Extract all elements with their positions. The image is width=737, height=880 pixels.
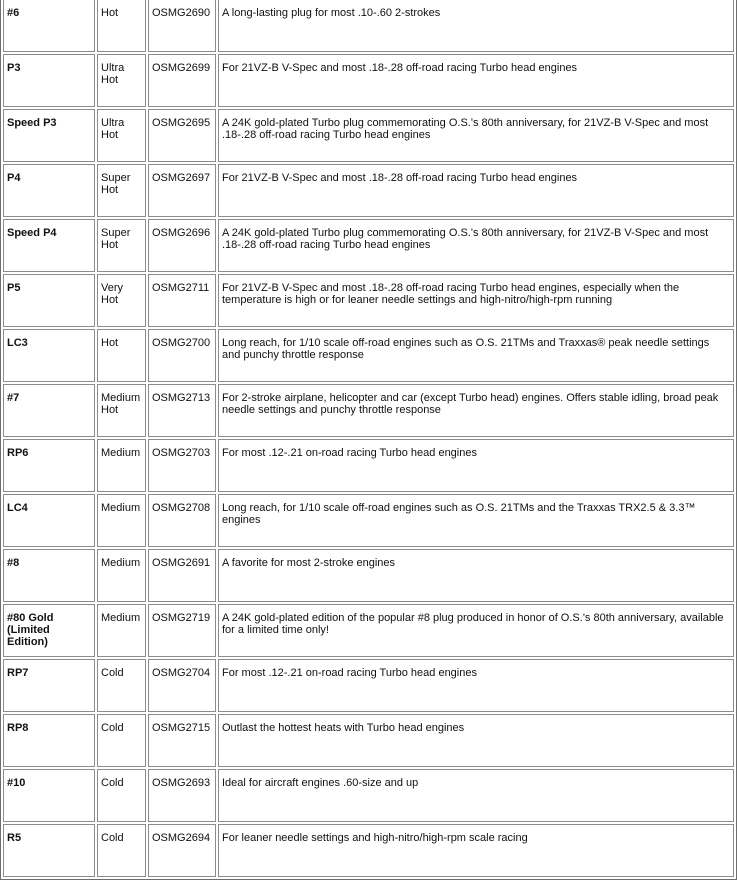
part-number-cell: OSMG2695 <box>148 109 216 162</box>
plug-name-cell: R5 <box>3 824 95 877</box>
heat-range-cell: Medium <box>97 604 146 657</box>
description-cell: For 21VZ-B V-Spec and most .18-.28 off-road racing Turbo head engines <box>218 54 734 107</box>
table-row <box>3 54 734 107</box>
table-row <box>3 274 734 327</box>
plug-name-cell: LC3 <box>3 329 95 382</box>
plug-name-cell: RP6 <box>3 439 95 492</box>
heat-range-cell: Hot <box>97 329 146 382</box>
plug-name-cell: #10 <box>3 769 95 822</box>
part-number-cell: OSMG2694 <box>148 824 216 877</box>
heat-range-cell: Super Hot <box>97 219 146 272</box>
part-number-cell: OSMG2715 <box>148 714 216 767</box>
heat-range-cell: Cold <box>97 769 146 822</box>
description-cell: Long reach, for 1/10 scale off-road engines such as O.S. 21TMs and the Traxxas TRX2.5 & 3.3™ engines <box>218 494 734 547</box>
plug-name-cell: Speed P3 <box>3 109 95 162</box>
description-cell: For 21VZ-B V-Spec and most .18-.28 off-road racing Turbo head engines, especially when the temperature is high or for leaner needle settings and high-nitro/high-rpm running <box>218 274 734 327</box>
table-row <box>3 604 734 657</box>
part-number-cell: OSMG2700 <box>148 329 216 382</box>
description-cell: A 24K gold-plated edition of the popular #8 plug produced in honor of O.S.'s 80th anniversary, available for a limited time only! <box>218 604 734 657</box>
description-cell: For most .12-.21 on-road racing Turbo head engines <box>218 439 734 492</box>
heat-range-cell: Very Hot <box>97 274 146 327</box>
table-row <box>3 714 734 767</box>
plug-name-cell: Speed P4 <box>3 219 95 272</box>
description-cell: For most .12-.21 on-road racing Turbo head engines <box>218 659 734 712</box>
plug-name-cell: #6 <box>3 0 95 52</box>
heat-range-cell: Medium <box>97 494 146 547</box>
heat-range-cell: Ultra Hot <box>97 54 146 107</box>
description-cell: For leaner needle settings and high-nitro/high-rpm scale racing <box>218 824 734 877</box>
description-cell: A long-lasting plug for most .10-.60 2-strokes <box>218 0 734 52</box>
part-number-cell: OSMG2697 <box>148 164 216 217</box>
description-cell: For 2-stroke airplane, helicopter and car (except Turbo head) engines. Offers stable idling, broad peak needle settings and punchy throttle response <box>218 384 734 437</box>
table-row <box>3 109 734 162</box>
plug-name-cell: #8 <box>3 549 95 602</box>
description-cell: A 24K gold-plated Turbo plug commemorating O.S.'s 80th anniversary, for 21VZ-B V-Spec and most .18-.28 off-road racing Turbo head engines <box>218 219 734 272</box>
heat-range-cell: Cold <box>97 714 146 767</box>
table-row <box>3 0 734 52</box>
table-row <box>3 549 734 602</box>
part-number-cell: OSMG2699 <box>148 54 216 107</box>
part-number-cell: OSMG2708 <box>148 494 216 547</box>
part-number-cell: OSMG2703 <box>148 439 216 492</box>
heat-range-cell: Medium <box>97 549 146 602</box>
plug-name-cell: P3 <box>3 54 95 107</box>
glow-plug-table-body <box>3 0 734 877</box>
table-row <box>3 824 734 877</box>
part-number-cell: OSMG2719 <box>148 604 216 657</box>
part-number-cell: OSMG2711 <box>148 274 216 327</box>
table-row <box>3 494 734 547</box>
part-number-cell: OSMG2713 <box>148 384 216 437</box>
description-cell: Ideal for aircraft engines .60-size and up <box>218 769 734 822</box>
plug-name-cell: RP7 <box>3 659 95 712</box>
heat-range-cell: Medium Hot <box>97 384 146 437</box>
part-number-cell: OSMG2704 <box>148 659 216 712</box>
part-number-cell: OSMG2693 <box>148 769 216 822</box>
description-cell: Long reach, for 1/10 scale off-road engines such as O.S. 21TMs and Traxxas® peak needle settings and punchy throttle response <box>218 329 734 382</box>
plug-name-cell: #80 Gold (Limited Edition) <box>3 604 95 657</box>
plug-name-cell: P5 <box>3 274 95 327</box>
heat-range-cell: Ultra Hot <box>97 109 146 162</box>
part-number-cell: OSMG2690 <box>148 0 216 52</box>
heat-range-cell: Hot <box>97 0 146 52</box>
table-row <box>3 384 734 437</box>
table-row <box>3 329 734 382</box>
heat-range-cell: Cold <box>97 659 146 712</box>
heat-range-cell: Super Hot <box>97 164 146 217</box>
description-cell: For 21VZ-B V-Spec and most .18-.28 off-road racing Turbo head engines <box>218 164 734 217</box>
heat-range-cell: Medium <box>97 439 146 492</box>
table-row <box>3 769 734 822</box>
part-number-cell: OSMG2691 <box>148 549 216 602</box>
table-row <box>3 164 734 217</box>
description-cell: A favorite for most 2-stroke engines <box>218 549 734 602</box>
plug-name-cell: #7 <box>3 384 95 437</box>
table-row <box>3 439 734 492</box>
table-row <box>3 219 734 272</box>
plug-name-cell: P4 <box>3 164 95 217</box>
description-cell: A 24K gold-plated Turbo plug commemorating O.S.'s 80th anniversary, for 21VZ-B V-Spec and most .18-.28 off-road racing Turbo head engines <box>218 109 734 162</box>
heat-range-cell: Cold <box>97 824 146 877</box>
plug-name-cell: RP8 <box>3 714 95 767</box>
plug-name-cell: LC4 <box>3 494 95 547</box>
table-row <box>3 659 734 712</box>
description-cell: Outlast the hottest heats with Turbo head engines <box>218 714 734 767</box>
part-number-cell: OSMG2696 <box>148 219 216 272</box>
